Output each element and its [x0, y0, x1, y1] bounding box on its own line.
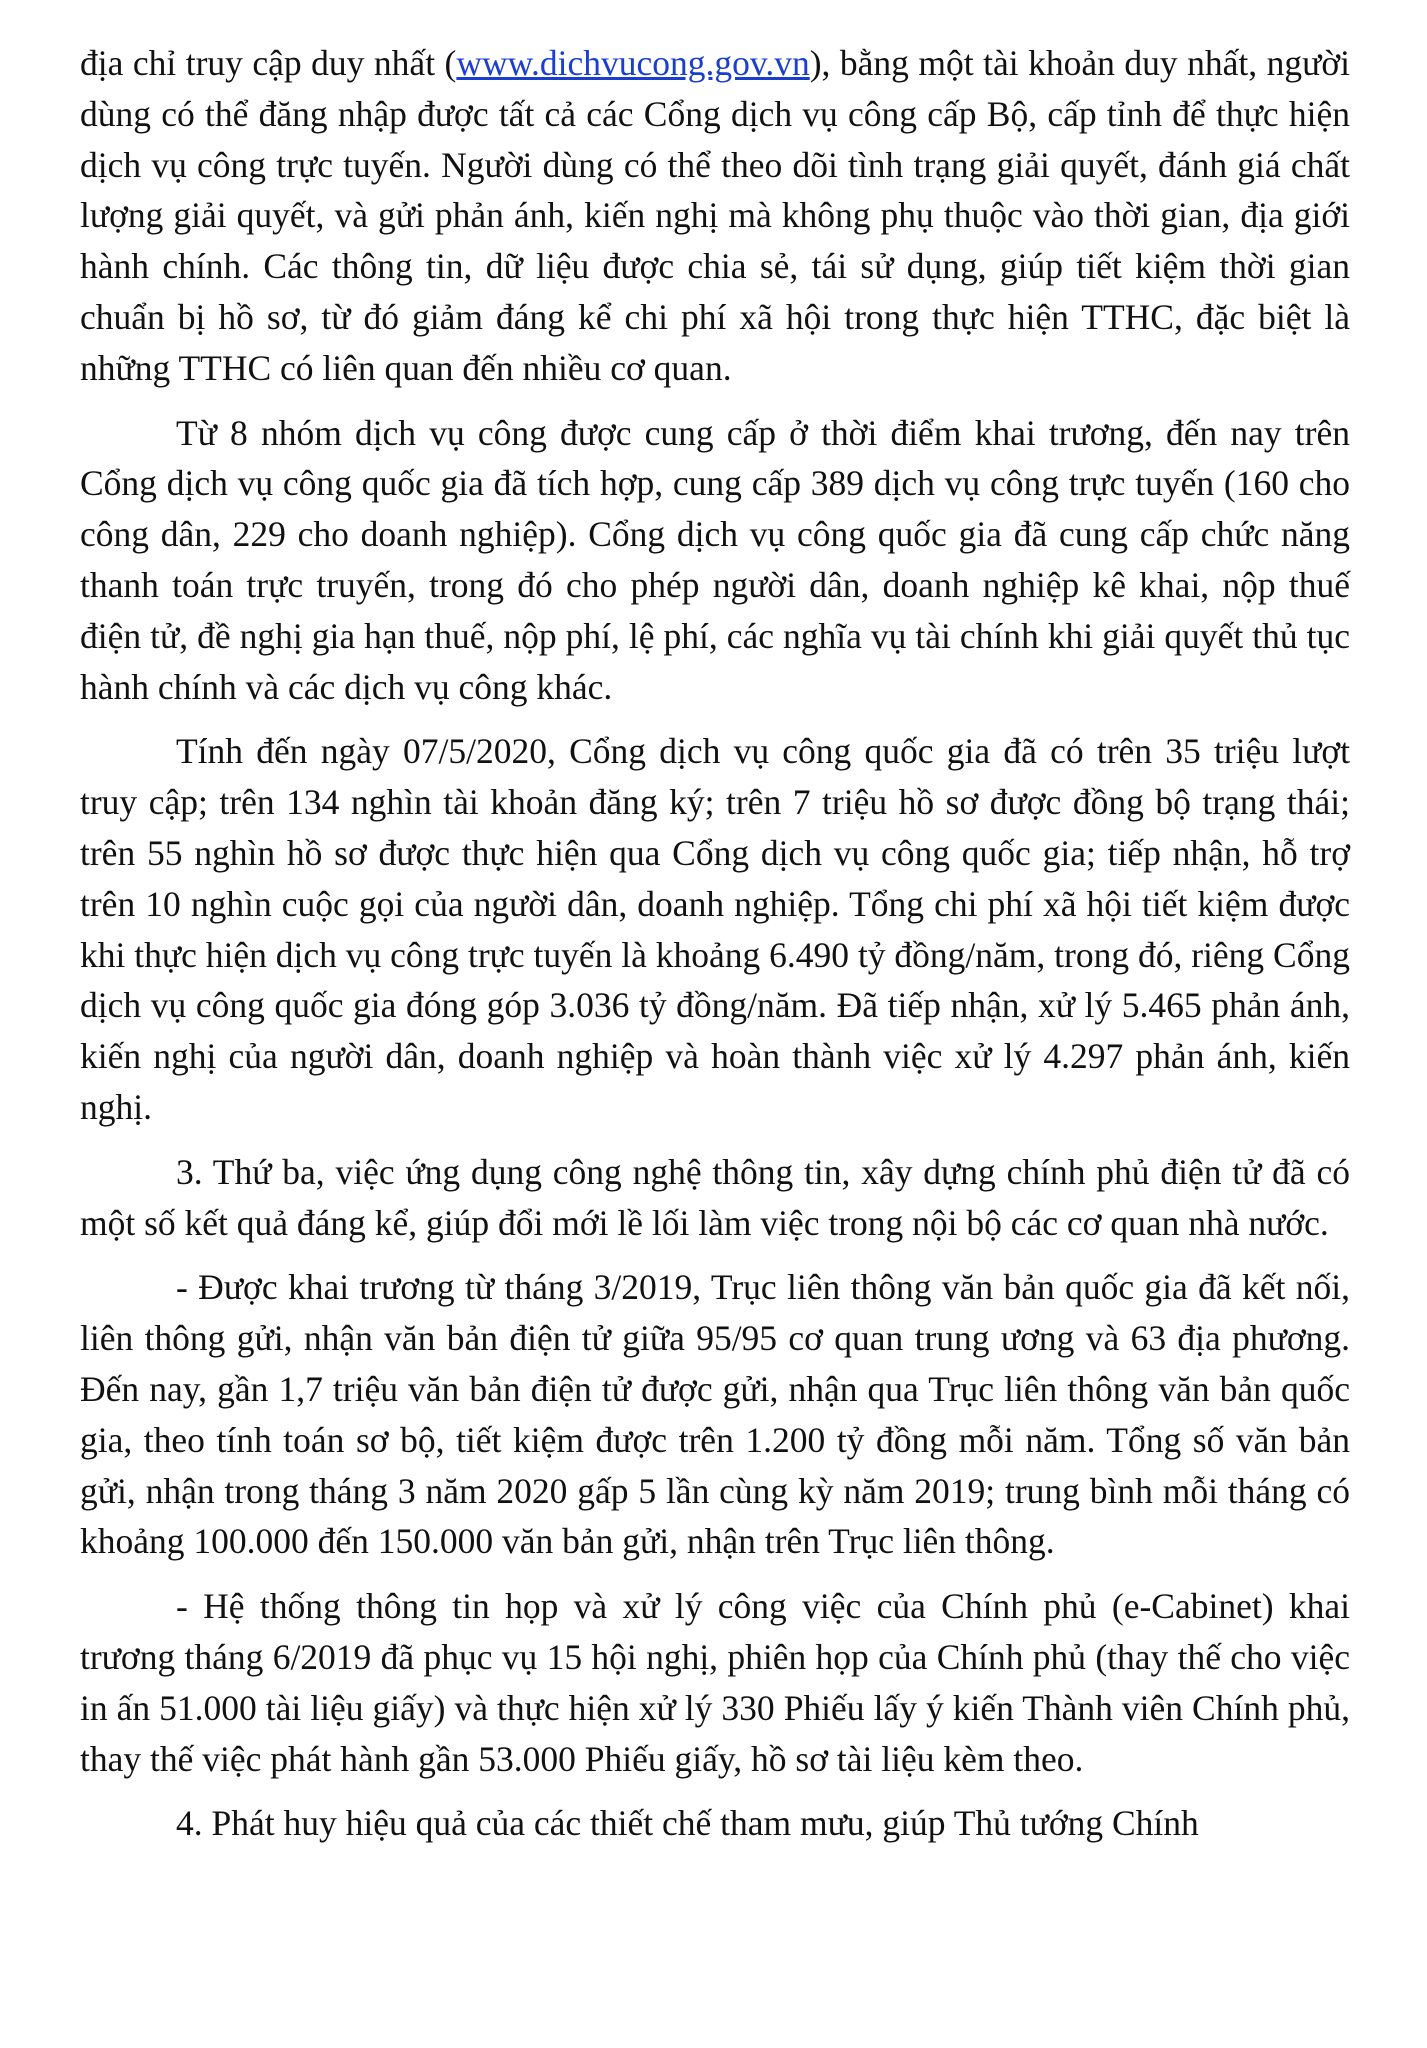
dichvucong-link[interactable]: www.dichvucong.gov.vn — [456, 43, 810, 83]
paragraph-statistics: Tính đến ngày 07/5/2020, Cổng dịch vụ công quốc gia đã có trên 35 triệu lượt truy cập; trên 134 nghìn tài khoản đăng ký; trên 7 triệu hồ sơ được đồng bộ trạng thái; trên 55 nghìn hồ sơ được thực hiện qua Cổng dịch vụ công quốc gia; tiếp nhận, hỗ trợ trên 10 nghìn cuộc gọi của người dân, doanh nghiệp. Tổng chi phí xã hội tiết kiệm được khi thực hiện dịch vụ công trực tuyến là khoảng 6.490 tỷ đồng/năm, trong đó, riêng Cổng dịch vụ công quốc gia đóng góp 3.036 tỷ đồng/năm. Đã tiếp nhận, xử lý 5.465 phản ánh, kiến nghị của người dân, doanh nghiệp và hoàn thành việc xử lý 4.297 phản ánh, kiến nghị. — [80, 731, 1350, 1127]
paragraph-text-before-link: địa chỉ truy cập duy nhất ( — [80, 43, 457, 83]
paragraph-e-cabinet: - Hệ thống thông tin họp và xử lý công việc của Chính phủ (e-Cabinet) khai trương tháng 6/2019 đã phục vụ 15 hội nghị, phiên họp của Chính phủ (thay thế cho việc in ấn 51.000 tài liệu giấy) và thực hiện xử lý 330 Phiếu lấy ý kiến Thành viên Chính phủ, thay thế việc phát hành gần 53.000 Phiếu giấy, hồ sơ tài liệu kèm theo. — [80, 1586, 1350, 1779]
paragraph-portal-access — [80, 38, 1350, 394]
document-page — [80, 38, 1350, 1863]
paragraph-point-four: 4. Phát huy hiệu quả của các thiết chế tham mưu, giúp Thủ tướng Chính — [176, 1803, 1199, 1844]
paragraph-point-three: 3. Thứ ba, việc ứng dụng công nghệ thông tin, xây dựng chính phủ điện tử đã có một số kết quả đáng kể, giúp đổi mới lề lối làm việc trong nội bộ các cơ quan nhà nước. — [80, 1151, 1350, 1243]
paragraph-text-after-link: ), bằng một tài khoản duy nhất, người dùng có thể đăng nhập được tất cả các Cổng dịch vụ công cấp Bộ, cấp tỉnh để thực hiện dịch vụ công trực tuyến. Người dùng có thể theo dõi tình trạng giải quyết, đánh giá chất lượng giải quyết, và gửi phản ánh, kiến nghị mà không phụ thuộc vào thời gian, địa giới hành chính. Các thông tin, dữ liệu được chia sẻ, tái sử dụng, giúp tiết kiệm thời gian chuẩn bị hồ sơ, từ đó giảm đáng kể chi phí xã hội trong thực hiện TTHC, đặc biệt là những TTHC có liên quan đến nhiều cơ quan. — [80, 43, 1350, 388]
paragraph-service-groups: Từ 8 nhóm dịch vụ công được cung cấp ở thời điểm khai trương, đến nay trên Cổng dịch vụ công quốc gia đã tích hợp, cung cấp 389 dịch vụ công trực tuyến (160 cho công dân, 229 cho doanh nghiệp). Cổng dịch vụ công quốc gia đã cung cấp chức năng thanh toán trực truyến, trong đó cho phép người dân, doanh nghiệp kê khai, nộp thuế điện tử, đề nghị gia hạn thuế, nộp phí, lệ phí, các nghĩa vụ tài chính khi giải quyết thủ tục hành chính và các dịch vụ công khác. — [80, 412, 1350, 707]
paragraph-document-axis: - Được khai trương từ tháng 3/2019, Trục liên thông văn bản quốc gia đã kết nối, liên thông gửi, nhận văn bản điện tử giữa 95/95 cơ quan trung ương và 63 địa phương. Đến nay, gần 1,7 triệu văn bản điện tử được gửi, nhận qua Trục liên thông văn bản quốc gia, theo tính toán sơ bộ, tiết kiệm được trên 1.200 tỷ đồng mỗi năm. Tổng số văn bản gửi, nhận trong tháng 3 năm 2020 gấp 5 lần cùng kỳ năm 2019; trung bình mỗi tháng có khoảng 100.000 đến 150.000 văn bản gửi, nhận trên Trục liên thông. — [80, 1267, 1350, 1562]
